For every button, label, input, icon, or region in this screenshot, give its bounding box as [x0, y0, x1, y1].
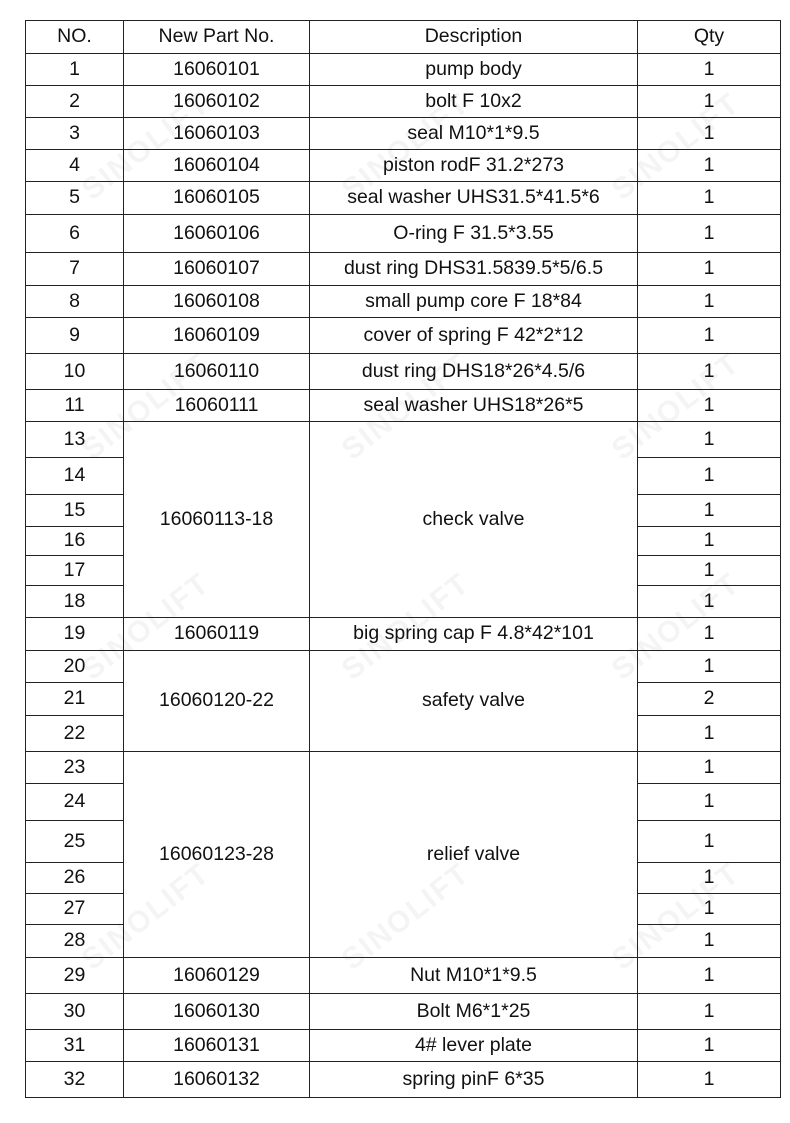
quantity: 1 — [638, 458, 781, 495]
description: dust ring DHS31.5839.5*5/6.5 — [310, 253, 638, 286]
row-number: 31 — [26, 1030, 124, 1062]
table-row — [26, 390, 781, 422]
row-number: 8 — [26, 286, 124, 318]
part-number: 16060104 — [124, 150, 310, 182]
row-number: 24 — [26, 784, 124, 821]
row-number: 7 — [26, 253, 124, 286]
row-number: 22 — [26, 716, 124, 752]
part-number: 16060132 — [124, 1062, 310, 1098]
parts-table — [25, 20, 781, 1098]
row-number: 11 — [26, 390, 124, 422]
description: Nut M10*1*9.5 — [310, 958, 638, 994]
row-number: 21 — [26, 683, 124, 716]
row-number: 18 — [26, 586, 124, 618]
quantity: 1 — [638, 118, 781, 150]
table-row — [26, 651, 781, 683]
row-number: 25 — [26, 821, 124, 863]
quantity: 1 — [638, 86, 781, 118]
table-row — [26, 354, 781, 390]
quantity: 1 — [638, 958, 781, 994]
header-no: NO. — [26, 21, 124, 54]
row-number: 29 — [26, 958, 124, 994]
description: check valve — [310, 422, 638, 618]
row-number: 1 — [26, 54, 124, 86]
table-row — [26, 1062, 781, 1098]
quantity: 1 — [638, 1062, 781, 1098]
quantity: 2 — [638, 683, 781, 716]
quantity: 1 — [638, 863, 781, 894]
quantity: 1 — [638, 495, 781, 527]
quantity: 1 — [638, 716, 781, 752]
part-number: 16060110 — [124, 354, 310, 390]
description: big spring cap F 4.8*42*101 — [310, 618, 638, 651]
quantity: 1 — [638, 556, 781, 586]
part-number: 16060113-18 — [124, 422, 310, 618]
quantity: 1 — [638, 215, 781, 253]
table-row — [26, 150, 781, 182]
part-number: 16060120-22 — [124, 651, 310, 752]
quantity: 1 — [638, 390, 781, 422]
table-row — [26, 1030, 781, 1062]
part-number: 16060130 — [124, 994, 310, 1030]
table-row — [26, 286, 781, 318]
table-row — [26, 118, 781, 150]
part-number: 16060129 — [124, 958, 310, 994]
description: spring pinF 6*35 — [310, 1062, 638, 1098]
quantity: 1 — [638, 784, 781, 821]
table-row — [26, 618, 781, 651]
description: dust ring DHS18*26*4.5/6 — [310, 354, 638, 390]
row-number: 27 — [26, 894, 124, 925]
table-body — [26, 54, 781, 1098]
row-number: 9 — [26, 318, 124, 354]
table-row — [26, 86, 781, 118]
row-number: 10 — [26, 354, 124, 390]
quantity: 1 — [638, 354, 781, 390]
row-number: 23 — [26, 752, 124, 784]
description: Bolt M6*1*25 — [310, 994, 638, 1030]
quantity: 1 — [638, 286, 781, 318]
row-number: 26 — [26, 863, 124, 894]
quantity: 1 — [638, 253, 781, 286]
part-number: 16060106 — [124, 215, 310, 253]
row-number: 28 — [26, 925, 124, 958]
description: relief valve — [310, 752, 638, 958]
quantity: 1 — [638, 527, 781, 556]
description: 4# lever plate — [310, 1030, 638, 1062]
description: O-ring F 31.5*3.55 — [310, 215, 638, 253]
quantity: 1 — [638, 894, 781, 925]
part-number: 16060101 — [124, 54, 310, 86]
part-number: 16060123-28 — [124, 752, 310, 958]
table-row — [26, 215, 781, 253]
table-row — [26, 318, 781, 354]
header-qty: Qty — [638, 21, 781, 54]
part-number: 16060111 — [124, 390, 310, 422]
part-number: 16060131 — [124, 1030, 310, 1062]
row-number: 16 — [26, 527, 124, 556]
row-number: 13 — [26, 422, 124, 458]
description: seal washer UHS31.5*41.5*6 — [310, 182, 638, 215]
description: piston rodF 31.2*273 — [310, 150, 638, 182]
table-row — [26, 422, 781, 458]
row-number: 32 — [26, 1062, 124, 1098]
row-number: 30 — [26, 994, 124, 1030]
part-number: 16060119 — [124, 618, 310, 651]
quantity: 1 — [638, 1030, 781, 1062]
description: small pump core F 18*84 — [310, 286, 638, 318]
quantity: 1 — [638, 752, 781, 784]
row-number: 2 — [26, 86, 124, 118]
quantity: 1 — [638, 925, 781, 958]
table-row — [26, 54, 781, 86]
table-row — [26, 253, 781, 286]
part-number: 16060103 — [124, 118, 310, 150]
row-number: 5 — [26, 182, 124, 215]
row-number: 19 — [26, 618, 124, 651]
description: pump body — [310, 54, 638, 86]
row-number: 17 — [26, 556, 124, 586]
quantity: 1 — [638, 318, 781, 354]
part-number: 16060108 — [124, 286, 310, 318]
quantity: 1 — [638, 150, 781, 182]
part-number: 16060105 — [124, 182, 310, 215]
quantity: 1 — [638, 994, 781, 1030]
quantity: 1 — [638, 182, 781, 215]
row-number: 14 — [26, 458, 124, 495]
quantity: 1 — [638, 618, 781, 651]
description: safety valve — [310, 651, 638, 752]
description: seal washer UHS18*26*5 — [310, 390, 638, 422]
header-part-no: New Part No. — [124, 21, 310, 54]
table-row — [26, 182, 781, 215]
quantity: 1 — [638, 422, 781, 458]
quantity: 1 — [638, 54, 781, 86]
description: cover of spring F 42*2*12 — [310, 318, 638, 354]
row-number: 6 — [26, 215, 124, 253]
quantity: 1 — [638, 651, 781, 683]
description: seal M10*1*9.5 — [310, 118, 638, 150]
row-number: 3 — [26, 118, 124, 150]
row-number: 15 — [26, 495, 124, 527]
row-number: 20 — [26, 651, 124, 683]
table-row — [26, 958, 781, 994]
row-number: 4 — [26, 150, 124, 182]
header-row — [26, 21, 781, 54]
description: bolt F 10x2 — [310, 86, 638, 118]
part-number: 16060102 — [124, 86, 310, 118]
part-number: 16060109 — [124, 318, 310, 354]
quantity: 1 — [638, 821, 781, 863]
part-number: 16060107 — [124, 253, 310, 286]
table-row — [26, 994, 781, 1030]
quantity: 1 — [638, 586, 781, 618]
header-description: Description — [310, 21, 638, 54]
table-row — [26, 752, 781, 784]
